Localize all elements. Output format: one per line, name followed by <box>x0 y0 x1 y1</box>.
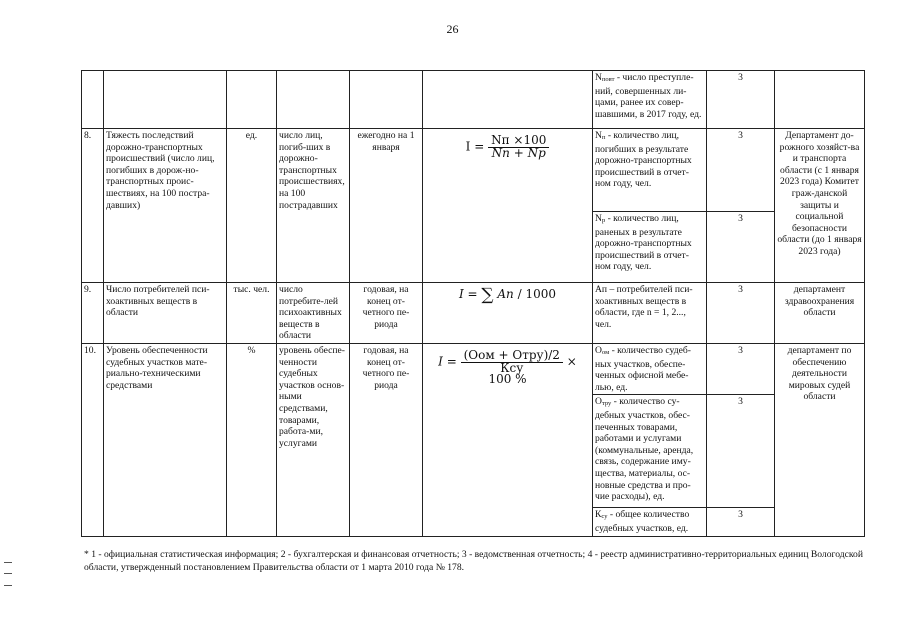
variable-text: - количество судеб-ных участков, обеспе-ченных офисной мебе-лью, ед. <box>595 344 691 393</box>
variable-symbol: О <box>595 396 602 408</box>
variable-cell <box>593 508 707 536</box>
variable-symbol: О <box>595 344 602 356</box>
formula-lhs: I = <box>438 354 457 369</box>
responsible-cell: департамент здравоохранения области <box>775 283 865 344</box>
formula-cell <box>423 129 593 283</box>
periodicity-cell: годовая, на конец от-четного пе-риода <box>350 283 423 344</box>
responsible-cell: Департамент до-рожного хозяйст-ва и транспорта области (с 1 января 2023 года) Комитет граж-данской защиты и социальной безопасности области (до 1 января 2023 года) <box>775 129 865 283</box>
formula-lhs: I = <box>465 139 485 154</box>
responsible-cell <box>775 71 865 129</box>
responsible-cell: департамент по обеспечению деятельности мировых судей области <box>775 343 865 536</box>
variable-sub: п <box>601 134 606 141</box>
formula-numerator: Nп ×100 <box>488 135 549 148</box>
sum-symbol: ∑ <box>481 285 494 305</box>
variable-sub: су <box>601 513 608 521</box>
formula-lhs: I = <box>458 287 478 301</box>
page-number: 26 <box>446 22 459 36</box>
variable-text: - количество лиц, погибших в результате дорожно-транспортных происшествий в отчет-ном году, чел. <box>595 130 692 190</box>
definition-cell: число лиц, погиб-ших в дорожно-транспортных происшествиях, на 100 пострадавших <box>277 129 350 283</box>
num-cell: 10. <box>82 343 104 536</box>
variable-sub: повт <box>601 76 615 83</box>
unit-cell: % <box>227 343 277 536</box>
num-cell: 9. <box>82 283 104 344</box>
variable-text: - общее количество судебных участков, ед. <box>595 509 690 534</box>
formula-term: Aп <box>497 287 514 301</box>
table-row <box>82 283 865 344</box>
variable-cell <box>593 71 707 129</box>
variable-symbol: N <box>595 213 602 224</box>
variable-text: - число преступле-ний, совершенных ли-цами, ранее их совер-шавшими, в 2017 году, ед. <box>595 72 702 120</box>
periodicity-cell: годовая, на конец от-четного пе-риода <box>350 343 423 536</box>
definition-cell: уровень обеспе-ченности судебных участков основ-ными средствами, товарами, работа-ми, услугами <box>277 343 350 536</box>
variable-sub: р <box>601 217 606 224</box>
variable-cell <box>593 343 707 394</box>
unit-cell: ед. <box>227 129 277 283</box>
formula-numerator: (Оом + Отру)/2 <box>461 350 563 363</box>
variable-sub: ом <box>601 348 610 356</box>
variable-symbol: N <box>595 72 602 83</box>
source-cell: 3 <box>707 343 775 394</box>
variable-symbol: N <box>595 130 602 141</box>
variable-text: - количество су-дебных участков, обес-печенных товарами, работами и услугами (коммунальные, аренда, связь, содержание иму-щества, материалы, ос-новные средства и про-чие расходы), ед. <box>595 396 694 503</box>
formula-fraction <box>488 135 549 159</box>
variable-cell <box>593 283 707 344</box>
source-cell: 3 <box>707 283 775 344</box>
name-cell <box>104 71 227 129</box>
table-row <box>82 129 865 212</box>
formula <box>466 135 550 159</box>
table-row <box>82 343 865 394</box>
source-cell: 3 <box>707 71 775 129</box>
margin-mark <box>4 562 12 586</box>
indicators-table <box>81 70 865 537</box>
name-cell: Уровень обеспеченности судебных участков мате-риально-техническими средствами <box>104 343 227 536</box>
formula-denominator: Ксу <box>500 360 524 375</box>
source-cell: 3 <box>707 212 775 283</box>
formula-tail: × 100 % <box>488 354 577 387</box>
source-cell: 3 <box>707 395 775 508</box>
variable-symbol: Ап <box>595 284 608 295</box>
unit-cell <box>227 71 277 129</box>
variable-sub: тру <box>601 400 612 408</box>
source-cell: 3 <box>707 508 775 536</box>
definition-cell: число потребите-лей психоактивных веществ в области <box>277 283 350 344</box>
variable-text: - количество лиц, раненых в результате дорожно-транспортных происшествий в отчет-ном году, чел. <box>595 213 692 273</box>
formula <box>458 285 557 305</box>
footnote: * 1 - официальная статистическая информация; 2 - бухгалтерская и финансовая отчетность; 3 - ведомственная отчетность; 4 - реестр административно-территориальных единиц Вологодской области, утвержденный постановлением Правительства области от 1 марта 2010 года № 178. <box>84 549 863 573</box>
name-cell: Число потребителей пси-хоактивных веществ в области <box>104 283 227 344</box>
formula-tail: / 1000 <box>517 287 557 301</box>
periodicity-cell: ежегодно на 1 января <box>350 129 423 283</box>
formula-fraction <box>461 347 563 375</box>
periodicity-cell <box>350 71 423 129</box>
formula-denominator: Nп + Nр <box>491 145 546 160</box>
variable-cell <box>593 212 707 283</box>
name-cell: Тяжесть последствий дорожно-транспортных происшествий (число лиц, погибших в дорож-но-транспортных проис-шествиях, на 100 постра-давших) <box>104 129 227 283</box>
table-row <box>82 71 865 129</box>
formula-cell <box>423 343 593 536</box>
variable-cell <box>593 395 707 508</box>
formula-cell <box>423 71 593 129</box>
variable-text: – потребителей пси-хоактивных веществ в области, где n = 1, 2..., чел. <box>595 284 693 330</box>
num-cell <box>82 71 104 129</box>
variable-symbol: К <box>595 509 602 521</box>
num-cell: 8. <box>82 129 104 283</box>
unit-cell: тыс. чел. <box>227 283 277 344</box>
formula-cell <box>423 283 593 344</box>
formula <box>425 347 590 387</box>
definition-cell <box>277 71 350 129</box>
variable-cell <box>593 129 707 212</box>
source-cell: 3 <box>707 129 775 212</box>
